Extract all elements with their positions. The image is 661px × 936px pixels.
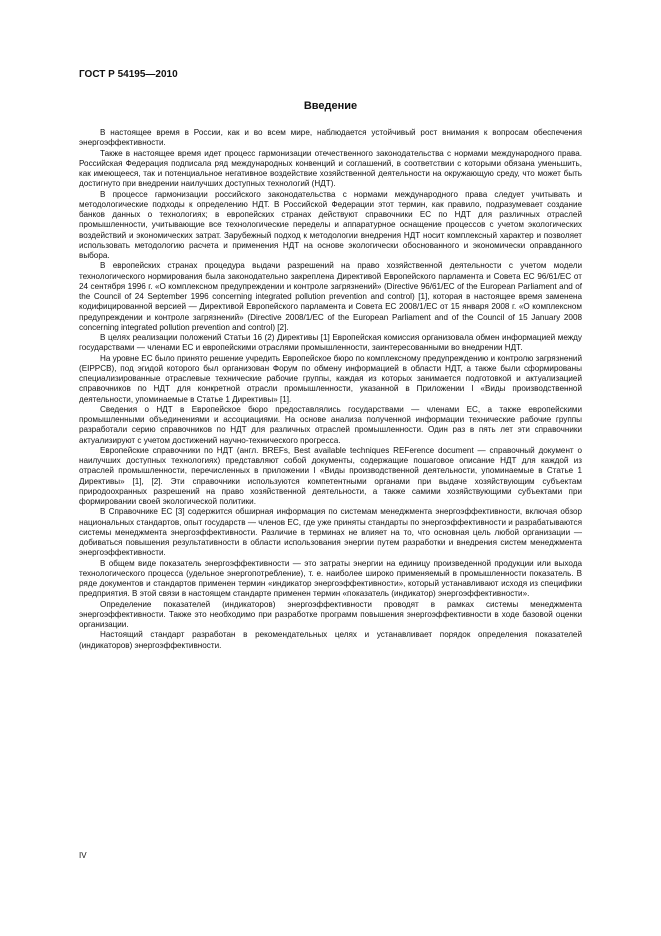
paragraph: Настоящий стандарт разработан в рекомендательных целях и устанавливает порядок определения показателей (индикаторов) энергоэффективности. — [79, 630, 582, 650]
standard-designation: ГОСТ Р 54195—2010 — [79, 69, 178, 80]
paragraph: В настоящее время в России, как и во всем мире, наблюдается устойчивый рост внимания к вопросам обеспечения энергоэффективности. — [79, 128, 582, 148]
paragraph: Европейские справочники по НДТ (англ. BREFs, Best available techniques REFerence document — справочный документ о наилучших доступных технологиях) представляют собой документы, содержащие пошаговое описание НДТ для каждой из отраслей промышленности, перечисленных в приложении I «Виды производственной деятельности, упоминаемые в Статье 1 Директивы» [1], [2]. Эти справочники используются компетентными органами при выдаче хозяйствующим субъектам природоохранных разрешений на право хозяйственной деятельности, а также самими хозяйствующими субъектами при формировании своей экологической политики. — [79, 445, 582, 506]
paragraph: В европейских странах процедура выдачи разрешений на право хозяйственной деятельности с учетом модели технологического нормирования была законодательно закреплена Директивой Европейского парламента и Совета ЕС 96/61/ЕС от 24 сентября 1996 г. «О комплексном предупреждении и контроле загрязнений» (Directive 96/61/EC of the European Parliament and of the Council of 24 September 1996 concerning integrated pollution prevention and control) [1], которая в настоящее время заменена кодифицированной версией — Директивой Европейского парламента и Совета ЕС 2008/1/ЕС от 15 января 2008 г. «О комплексном предупреждении и контроле загрязнений» (Directive 2008/1/EC of the European Parliament and of the Council of 15 January 2008 concerning integrated pollution prevention and control) [2]. — [79, 261, 582, 332]
paragraph: В общем виде показатель энергоэффективности — это затраты энергии на единицу произведенной продукции или выхода технологического процесса (удельное энергопотребление), т. е. наиболее широко применяемый в промышленности показатель. В ряде документов и стандартов применен термин «индикатор энергоэффективности», который устанавливают исходя из специфики предприятия. В этой связи в настоящем стандарте применен термин «показатель (индикатор) энергоэффективности». — [79, 558, 582, 599]
paragraph: Сведения о НДТ в Европейское бюро предоставлялись государствами — членами ЕС, а также европейскими промышленными объединениями и ассоциациями. На основе анализа полученной информации технические рабочие группы разработали серию справочников по НДТ для различных отраслей промышленности. Один раз в пять лет эти справочники актуализируют с учетом достижений научно-технического прогресса. — [79, 404, 582, 445]
paragraph: В целях реализации положений Статьи 16 (2) Директивы [1] Европейская комиссия организовала обмен информацией между государствами — членами ЕС и европейскими отраслями промышленности, заинтересованными во внедрении НДТ. — [79, 333, 582, 353]
paragraph: Также в настоящее время идет процесс гармонизации отечественного законодательства с нормами международного права. Российская Федерация подписала ряд международных конвенций и соглашений, в соответствии с которыми обязана уменьшить, как имеющееся, так и потенциальное негативное воздействие хозяйственной деятельности на окружающую среду, что может быть достигнуто при внедрении наилучших доступных технологий (НДТ). — [79, 148, 582, 189]
introduction-body — [79, 128, 582, 651]
paragraph: В процессе гармонизации российского законодательства с нормами международного права следует учитывать и методологические подходы к определению НДТ. В Российской Федерации этот термин, как правило, подразумевает создание банков данных о технологиях; в европейских странах действуют справочники ЕС по НДТ для различных отраслей промышленности, учитывающие все технологические переделы и аппаратурное оснащение процессов с учетом экологических воздействий и экономических затрат. Зарубежный подход к методологии внедрения НДТ носит комплексный характер и позволяет использовать методологию расчета и применения НДТ на основе экологически обоснованного и экономически оправданного выбора. — [79, 189, 582, 260]
paragraph: Определение показателей (индикаторов) энергоэффективности проводят в рамках системы менеджмента энергоэффективности. Также это необходимо при разработке программ повышения энергоэффективности в ходе базовой оценки организации. — [79, 599, 582, 629]
paragraph: На уровне ЕС было принято решение учредить Европейское бюро по комплексному предупреждению и контролю загрязнений (EIPPCB), под эгидой которого был организован Форум по обмену информацией в области НДТ, а также были сформированы специализированные отраслевые технические рабочие группы, каждая из которых занимается подготовкой и актуализацией справочников по НДТ для конкретной отрасли промышленности, указанной в Приложении I «Виды производственной деятельности, упоминаемые в Статье 1 Директивы» [1]. — [79, 353, 582, 404]
section-heading: Введение — [303, 100, 358, 112]
page-number: IV — [79, 851, 87, 860]
paragraph: В Справочнике ЕС [3] содержится обширная информация по системам менеджмента энергоэффективности, включая обзор национальных стандартов, опыт государств — членов ЕС, где уже приняты стандарты по энергоэффективности и разрабатываются системы менеджмента энергоэффективности. Различие в терминах не влияет на то, что основная цель любой организации — добиваться повышения результативности в области использования энергии путем разработки и внедрения систем менеджмента энергоэффективности. — [79, 507, 582, 558]
